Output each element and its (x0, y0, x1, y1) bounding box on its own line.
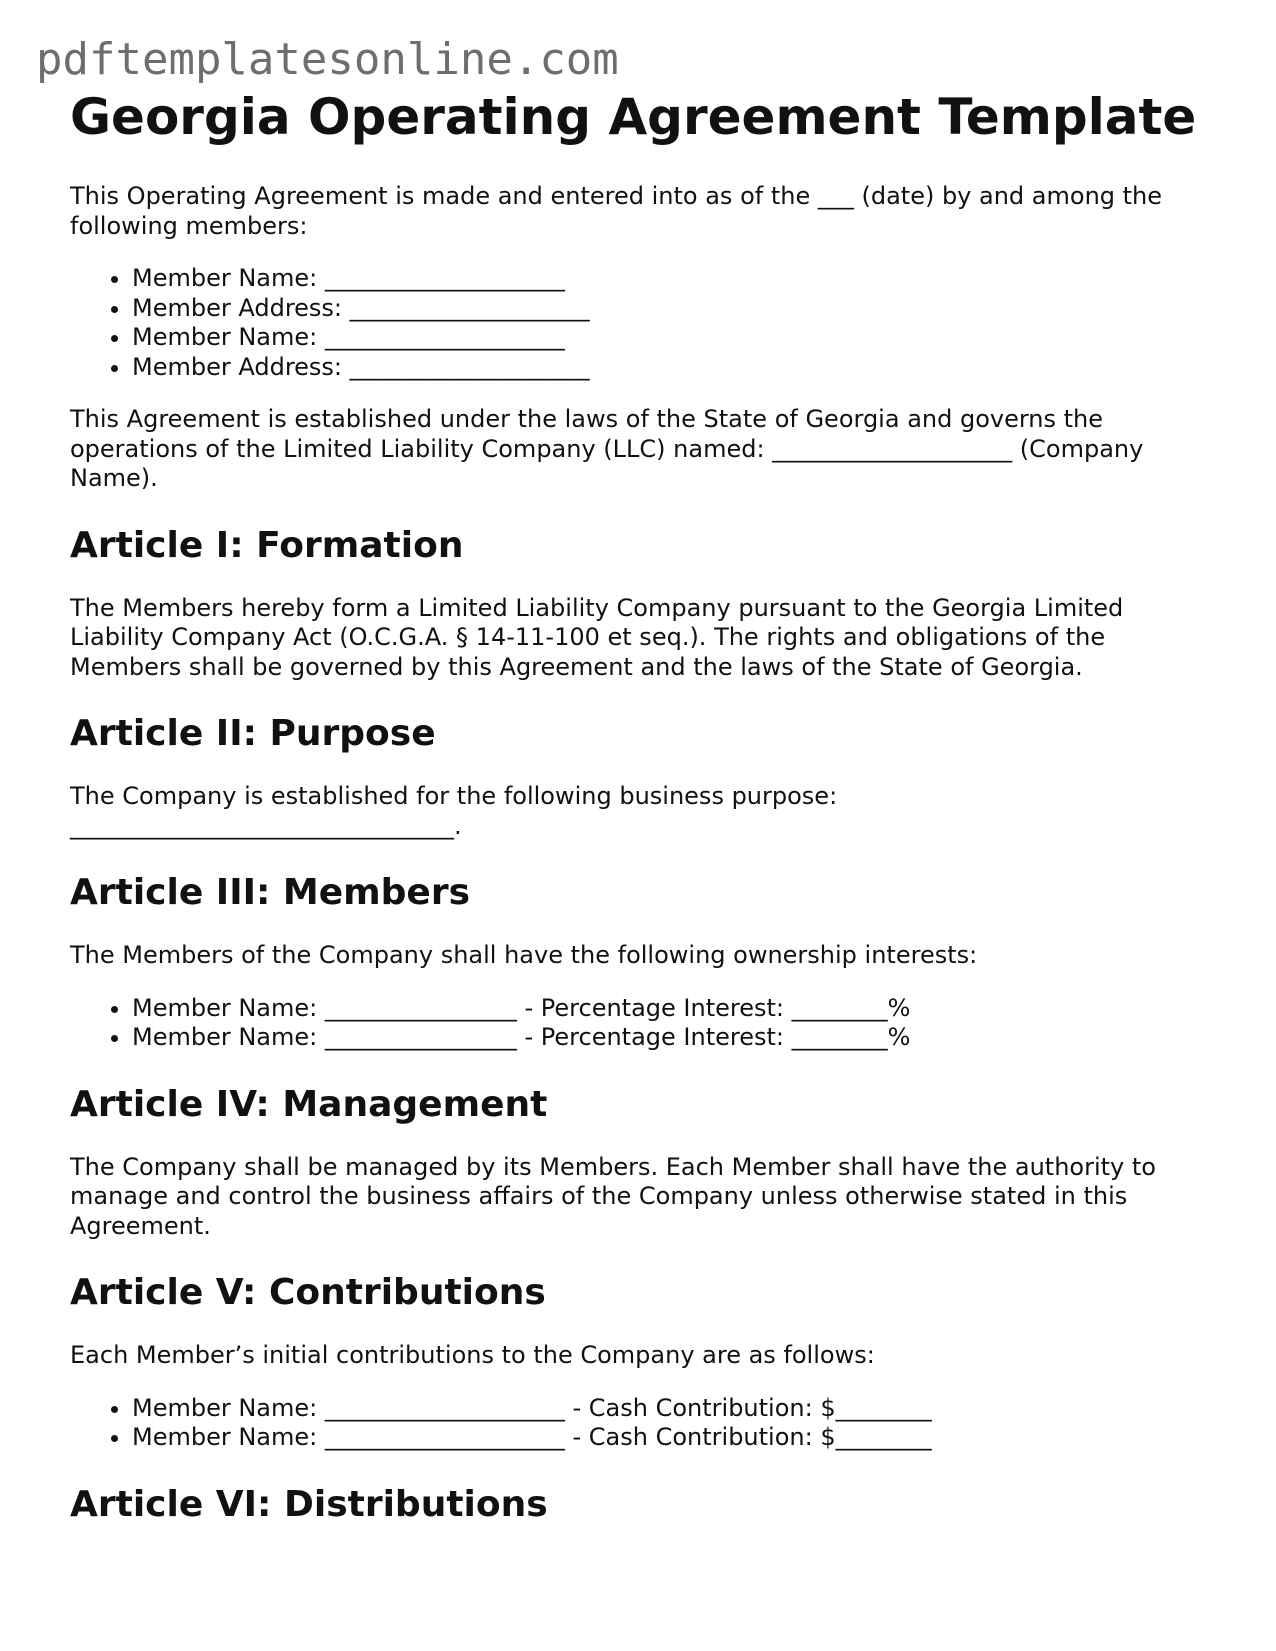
article-heading: Article VI: Distributions (70, 1483, 548, 1525)
article-heading: Article IV: Management (70, 1083, 548, 1125)
list-item: • Member Name: ____________________ - Cash Contribution: $________ (132, 1394, 1220, 1424)
article-text: The Company is established for the following business purpose: ________________________________. (70, 782, 838, 840)
page-title: Georgia Operating Agreement Template (70, 88, 1197, 146)
article-text: Each Member’s initial contributions to the Company are as follows: (70, 1341, 875, 1369)
contributions-list (70, 1394, 1220, 1453)
article-heading: Article II: Purpose (70, 713, 436, 754)
list-item: • Member Address: ____________________ (132, 294, 1220, 324)
list-item: • Member Name: ____________________ (132, 264, 1220, 294)
article-text: The Company shall be managed by its Members. Each Member shall have the authority to manage and control the business affairs of the Company unless otherwise stated in this Agreement. (70, 1152, 1156, 1240)
members-list (70, 264, 1220, 382)
article-purpose (70, 712, 1220, 841)
article-heading: Article III: Members (70, 872, 471, 913)
article-heading: Article V: Contributions (70, 1272, 546, 1313)
article-management (70, 1083, 1220, 1242)
article-contributions (70, 1271, 1220, 1453)
intro-paragraph: This Operating Agreement is made and entered into as of the ___ (date) by and among the following members: (70, 182, 1163, 240)
list-item: • Member Name: ____________________ - Cash Contribution: $________ (132, 1423, 1220, 1453)
article-heading: Article I: Formation (70, 524, 464, 566)
article-text: The Members of the Company shall have the following ownership interests: (70, 941, 978, 969)
article-members (70, 871, 1220, 1053)
governing-law-paragraph: This Agreement is established under the laws of the State of Georgia and governs the operations of the Limited Liability Company (LLC) named: ____________________ (Company Name). (70, 405, 1144, 492)
watermark: pdftemplatesonline.com (36, 34, 619, 85)
list-item: • Member Name: ____________________ (132, 323, 1220, 353)
article-distributions (70, 1483, 1220, 1527)
ownership-list (70, 994, 1220, 1053)
article-text: The Members hereby form a Limited Liability Company pursuant to the Georgia Limited Liability Company Act (O.C.G.A. § 14-11-100 et seq.). The rights and obligations of the Members shall be governed by this Agreement and the laws of the State of Georgia. (70, 593, 1124, 681)
list-item: • Member Address: ____________________ (132, 353, 1220, 383)
document-page (70, 86, 1220, 1527)
list-item: • Member Name: ________________ - Percentage Interest: ________% (132, 1023, 1220, 1053)
list-item: • Member Name: ________________ - Percentage Interest: ________% (132, 994, 1220, 1024)
article-formation (70, 524, 1220, 683)
